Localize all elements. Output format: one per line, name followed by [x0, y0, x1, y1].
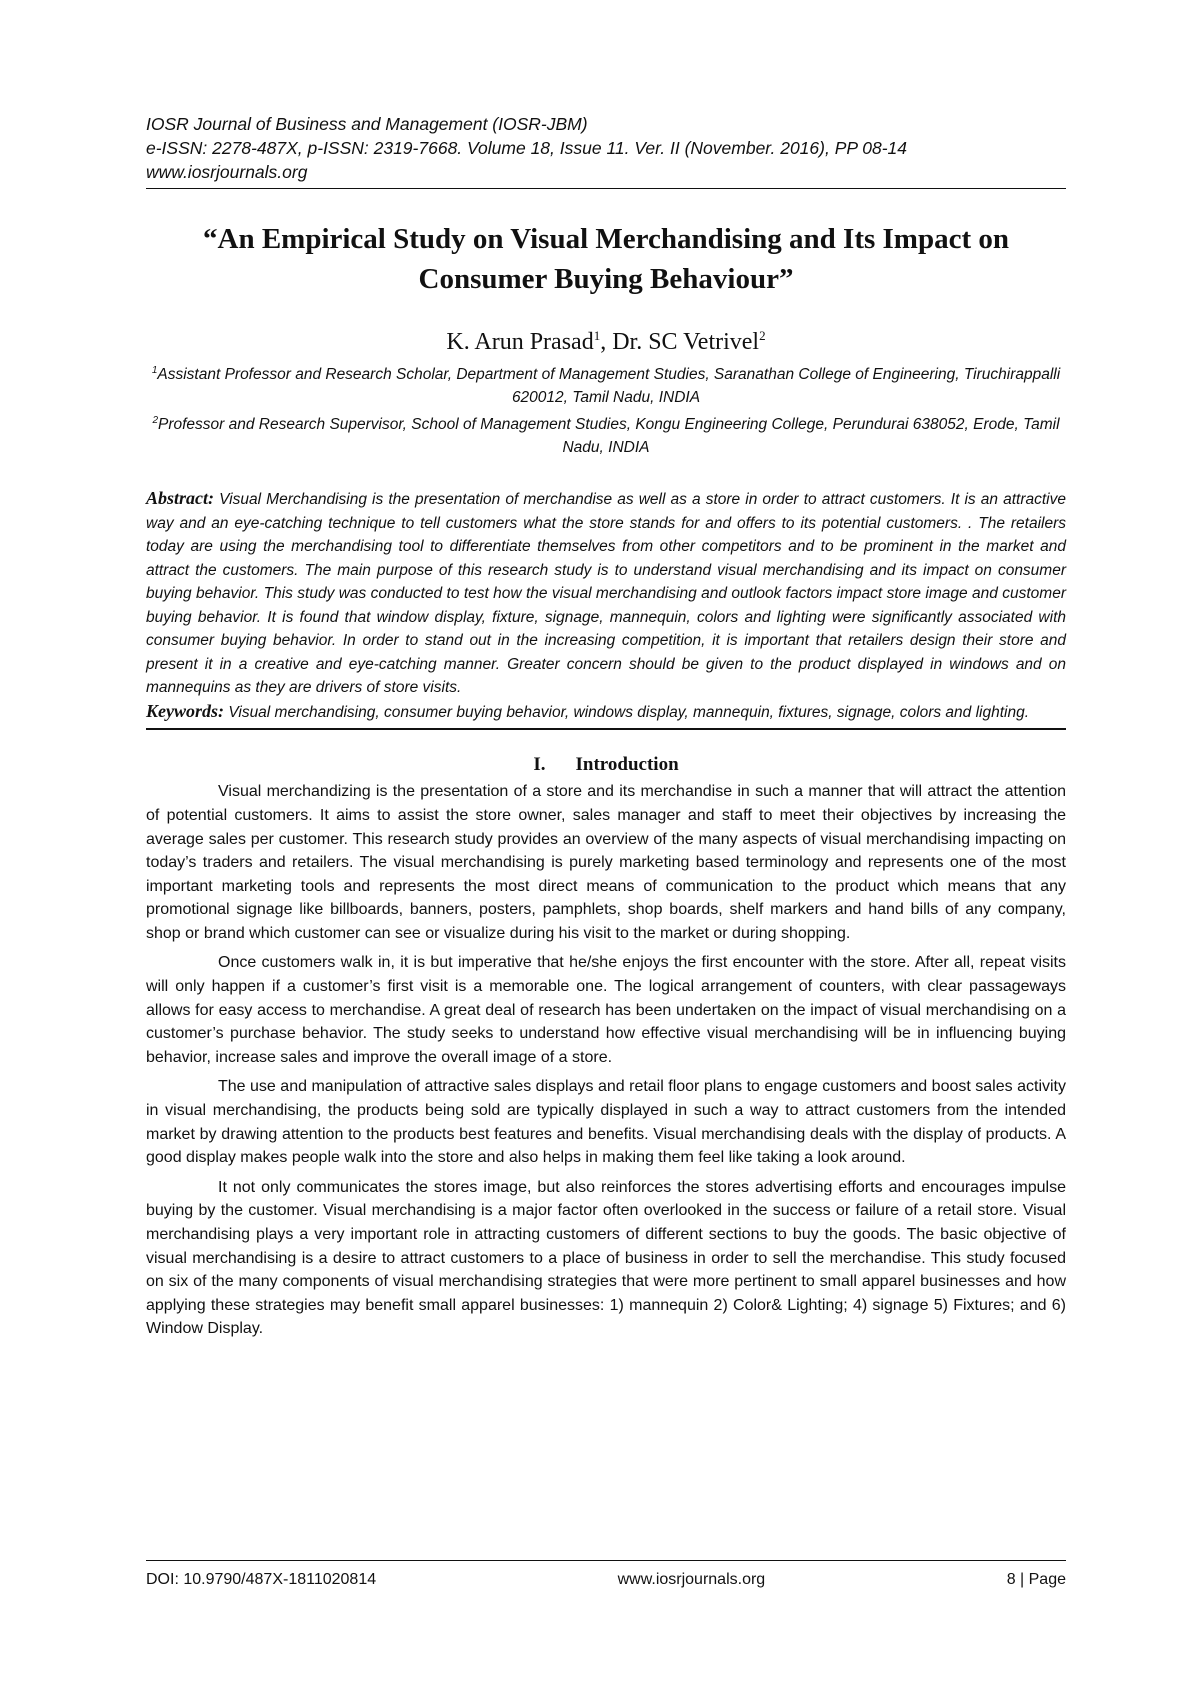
affiliation: [146, 359, 1066, 409]
keywords-text: Visual merchandising, consumer buying behavior, windows display, mannequin, fixtures, signage, colors and lighting.: [228, 703, 1030, 721]
author-affiliation-mark: 1: [593, 328, 601, 343]
abstract-label: Abstract:: [146, 488, 215, 509]
author-separator: ,: [600, 329, 613, 355]
keywords: [146, 700, 1066, 725]
affiliation-mark: 1: [151, 365, 158, 376]
body-paragraph: Visual merchandizing is the presentation of a store and its merchandise in such a manner that will attract the attention of potential customers. It aims to assist the store owner, sales manager and staff to meet their objectives by increasing the average sales per customer. This research study provides an overview of the many aspects of visual merchandising impacting on today’s traders and retailers. The visual merchandising is purely marketing based terminology and represents one of the most important marketing tools and represents the most direct means of communication to the product which means that any promotional signage like billboards, banners, posters, pamphlets, shop boards, shelf markers and hand bills of any company, shop or brand which customer can see or visualize during his visit to the market or during shopping.: [146, 783, 1066, 942]
footer-doi[interactable]: DOI: 10.9790/487X-1811020814: [146, 1571, 377, 1588]
affiliation-text: Professor and Research Supervisor, School of Management Studies, Kongu Engineering College, Perundurai 638052, Erode, Tamil Nadu, INDIA: [158, 416, 1060, 457]
body-paragraph: Once customers walk in, it is but imperative that he/she enjoys the first encounter with the store. After all, repeat visits will only happen if a customer’s first visit is a memorable one. The logical arrangement of counters, with clear passageways allows for easy access to merchandise. A great deal of research has been undertaken on the impact of visual merchandising on a customer’s purchase behavior. The study seeks to understand how effective visual merchandising will be in influencing buying behavior, increase sales and improve the overall image of a store.: [146, 954, 1066, 1066]
abstract-text: Visual Merchandising is the presentation of merchandise as well as a store in order to attract customers. It is an attractive way and an eye-catching technique to tell customers what the store stands for and offers to its potential customers. . The retailers today are using the merchandising tool to differentiate themselves from other competitors and to be prominent in the market and attract the customers. The main purpose of this research study is to understand visual merchandising and its impact on consumer buying behavior. This study was conducted to test how the visual merchandising and outlook factors impact store image and customer buying behavior. It is found that window display, fixture, signage, mannequin, colors and lighting were significantly associated with consumer buying behavior. In order to stand out in the increasing competition, it is important that retailers design their store and present it in a creative and eye-catching manner. Greater concern should be given to the product displayed in windows and on mannequins as they are drivers of store visits.: [146, 491, 1066, 697]
keywords-label: Keywords:: [146, 700, 224, 721]
page-footer: [146, 1560, 1066, 1591]
journal-issn-volume: e-ISSN: 2278-487X, p-ISSN: 2319-7668. Volume 18, Issue 11. Ver. II (November. 2016), PP 08-14: [146, 138, 908, 158]
abstract-block: [146, 487, 1066, 724]
journal-url[interactable]: www.iosrjournals.org: [146, 162, 308, 182]
affiliation-mark: 2: [152, 415, 158, 427]
section-title: Introduction: [575, 754, 679, 776]
footer-url[interactable]: www.iosrjournals.org: [617, 1571, 766, 1588]
body-paragraph: The use and manipulation of attractive sales displays and retail floor plans to engage customers and boost sales activity in visual merchandising, the products being sold are typically displayed in such a way to attract customers from the intended market by drawing attention to the products best features and benefits. Visual merchandising deals with the display of products. A good display makes people walk into the store and also helps in making them feel like taking a look around.: [146, 1078, 1066, 1167]
author-name: Dr. SC Vetrivel: [612, 329, 760, 355]
footer-row: [146, 1569, 1066, 1591]
author-affiliation-mark: 2: [759, 328, 766, 343]
author-list: [146, 321, 1066, 357]
paper-title: “An Empirical Study on Visual Merchandising and Its Impact on Consumer Buying Behaviour”: [203, 223, 1009, 295]
abstract: [146, 487, 1066, 700]
affiliation-text: Assistant Professor and Research Scholar, Department of Management Studies, Saranathan College of Engineering, Tiruchirappalli 620012, Tamil Nadu, INDIA: [157, 366, 1061, 407]
abstract-divider: [146, 728, 1066, 730]
journal-name: IOSR Journal of Business and Management (IOSR-JBM): [146, 114, 588, 134]
affiliation: [146, 409, 1066, 459]
paper-page: [146, 112, 1066, 1347]
footer-page-number: 8 | Page: [1006, 1571, 1066, 1588]
section-number: I.: [533, 754, 546, 776]
author-name: K. Arun Prasad: [446, 329, 594, 355]
body-paragraph: It not only communicates the stores image, but also reinforces the stores advertising efforts and encourages impulse buying by the customer. Visual merchandising is a major factor often overlooked in the success or failure of a retail store. Visual merchandising plays a very important role in attracting customers of different sections to buy the goods. The basic objective of visual merchandising is a desire to attract customers to a place of business in order to sell the merchandise. This study focused on six of the many components of visual merchandising strategies that were more pertinent to small apparel businesses and how applying these strategies may benefit small apparel businesses: 1) mannequin 2) Color& Lighting; 4) signage 5) Fixtures; and 6) Window Display.: [146, 1178, 1066, 1338]
footer-divider: [146, 1560, 1066, 1561]
header-divider: [146, 188, 1066, 189]
section-heading: [146, 752, 1066, 778]
